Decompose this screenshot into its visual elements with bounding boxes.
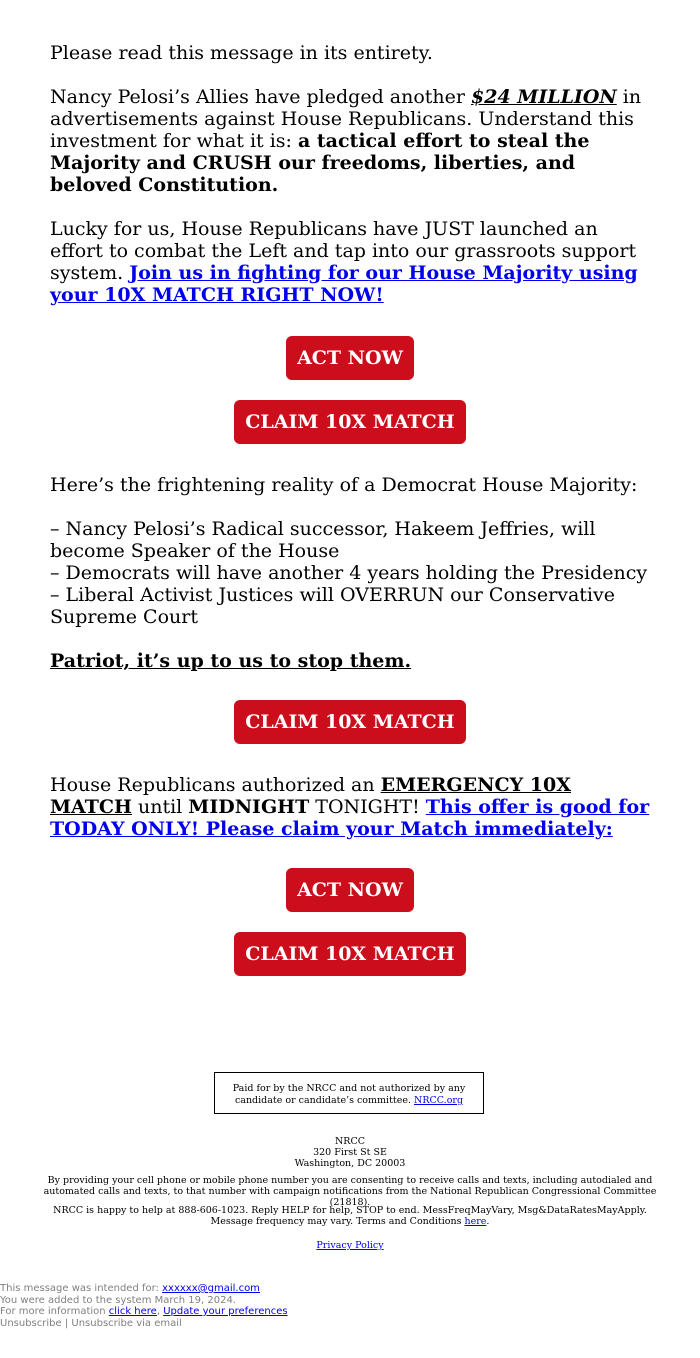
pledge-text-2: in advertisements against House Republicans. Understand this investment for what it is: (50, 86, 642, 152)
launch-text: Lucky for us, House Republicans have JUST launched an effort to combat the Left and tap into our grassroots support system. (50, 218, 637, 284)
amount-highlight: $24 MILLION (471, 86, 617, 108)
org-name: NRCC (334, 1136, 365, 1147)
reality-item: – Liberal Activist Justices will OVERRUN our Conservative Supreme Court (50, 584, 615, 628)
reality-item: – Nancy Pelosi’s Radical successor, Hakeem Jeffries, will become Speaker of the House (50, 518, 596, 562)
added-date-text: You were added to the system March 19, 2024. (0, 1294, 236, 1306)
patriot-heading: Patriot, it’s up to us to stop them. (50, 650, 412, 672)
reality-heading: Here’s the frightening reality of a Democrat House Majority: (50, 474, 638, 496)
offer-link[interactable]: This offer is good for TODAY ONLY! Please claim your Match immediately: (50, 796, 650, 840)
street-address: 320 First St SE (313, 1147, 387, 1158)
city-address: Washington, DC 20003 (294, 1158, 406, 1169)
help-text: NRCC is happy to help at 888-606-1023. Reply HELP for help, STOP to end. MessFreqMayVary, Msg&DataRatesMayApply. Message frequency may vary. Terms and Conditions (53, 1205, 647, 1227)
update-preferences-link[interactable]: Update your preferences (163, 1306, 288, 1317)
reality-list (50, 518, 650, 628)
terms-link[interactable]: here (464, 1216, 487, 1227)
claim-match-button[interactable]: CLAIM 10X MATCH (234, 700, 466, 744)
help-text-block: NRCC is happy to help at 888-606-1023. Reply HELP for help, STOP to end. MessFreqMayVary, Msg&DataRatesMayApply. Message frequency may vary. Terms and Conditions here. (53, 1205, 647, 1227)
claim-match-button[interactable]: CLAIM 10X MATCH (234, 400, 466, 444)
privacy-policy-link[interactable]: Privacy Policy (316, 1240, 384, 1251)
until-text: until (131, 796, 189, 818)
emergency-text: House Republicans authorized an (50, 774, 381, 796)
email-body (50, 42, 650, 996)
emergency-match-text: EMERGENCY 10X MATCH (50, 774, 571, 818)
click-here-link[interactable]: click here (108, 1306, 157, 1317)
intro-text: Please read this message in its entirety. (50, 42, 433, 64)
nrcc-link[interactable]: NRCC.org (414, 1095, 464, 1106)
consent-text: By providing your cell phone or mobile phone number you are consenting to receive calls and texts, including autodialed and automated calls and texts, to that number with campaign notifications from the National Republican Congressional Committee (21818). (43, 1175, 657, 1208)
para-pledge (50, 86, 650, 196)
claim-match-button[interactable]: CLAIM 10X MATCH (234, 932, 466, 976)
join-link[interactable]: Join us in fighting for our House Majority using your 10X MATCH RIGHT NOW! (50, 262, 638, 306)
midnight-text: MIDNIGHT (188, 796, 310, 818)
more-info-text: For more information (0, 1306, 109, 1317)
act-now-button[interactable]: ACT NOW (286, 336, 414, 380)
unsubscribe-link[interactable]: Unsubscribe (0, 1317, 62, 1329)
tactical-effort-text: a tactical effort to steal the Majority and CRUSH our freedoms, liberties, and beloved Constitution. (50, 130, 590, 196)
para-launch (50, 218, 650, 306)
intended-label: This message was intended for: (0, 1283, 163, 1294)
tonight-text: TONIGHT! (309, 796, 426, 818)
privacy-row (40, 1240, 660, 1251)
address-block (40, 1136, 660, 1169)
email-meta: This message was intended for: xxxxxx@gmail.com You were added to the system March 19, 2024. For more information click here, Update your preferences Unsubscribe | Unsubscribe via email (0, 1283, 700, 1329)
pledge-text: Nancy Pelosi’s Allies have pledged another (50, 86, 472, 108)
recipient-email-link[interactable]: xxxxxx@gmail.com (162, 1283, 260, 1294)
para-emergency (50, 774, 650, 840)
paid-for-text: Paid for by the NRCC and not authorized by any candidate or candidate’s committee. (232, 1083, 466, 1106)
reality-item: – Democrats will have another 4 years holding the Presidency (50, 562, 648, 584)
paid-for-disclaimer (214, 1072, 484, 1114)
unsubscribe-email-link[interactable]: Unsubscribe via email (71, 1317, 182, 1329)
act-now-button[interactable]: ACT NOW (286, 868, 414, 912)
